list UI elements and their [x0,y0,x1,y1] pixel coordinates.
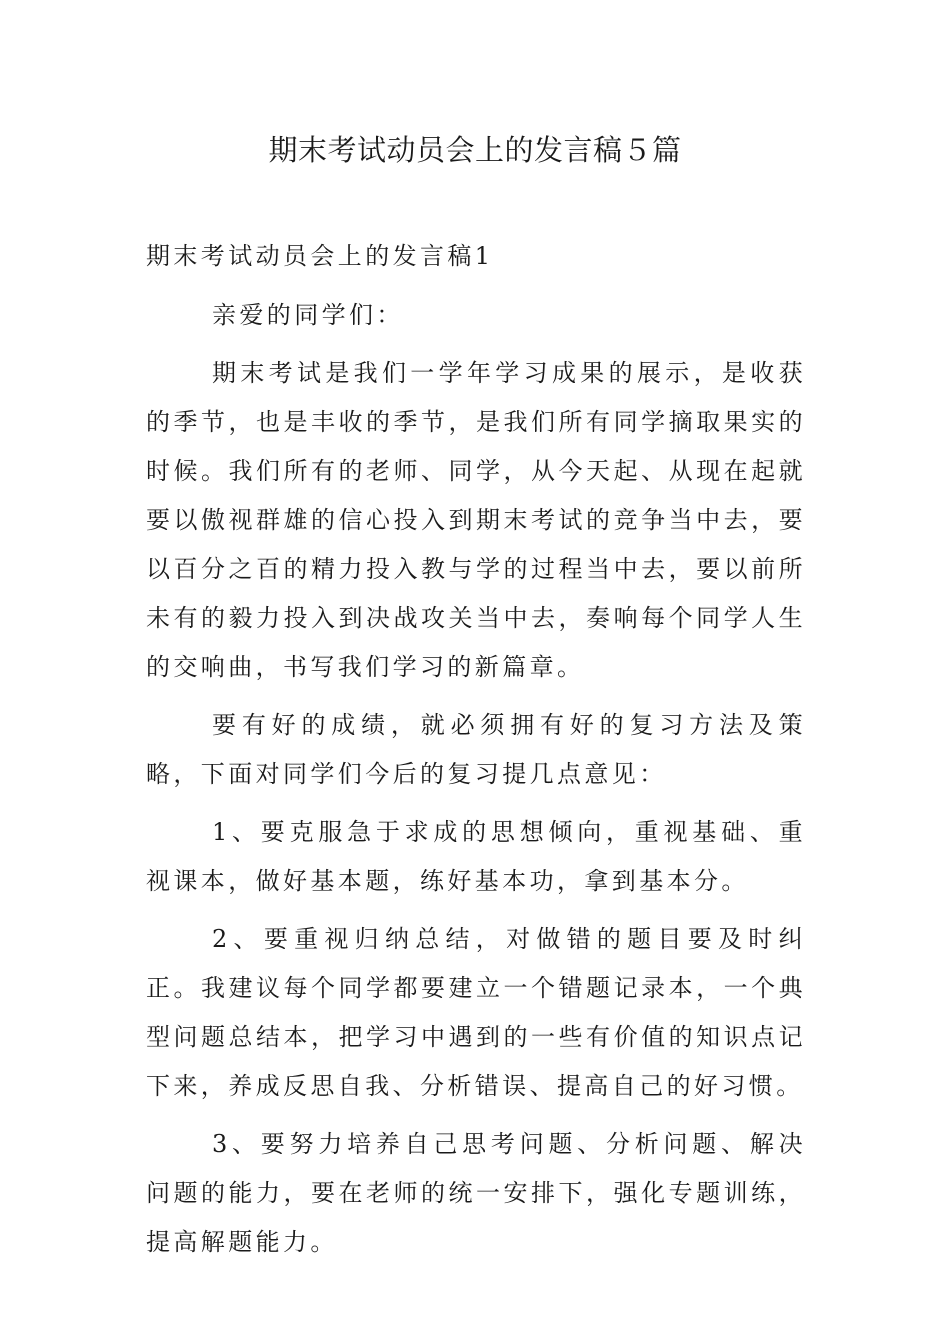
paragraph-point-3: 3、要努力培养自己思考问题、分析问题、解决问题的能力，要在老师的统一安排下，强化专题训练，提高解题能力。 [146,1130,806,1256]
document-body [146,232,806,1267]
paragraph-intro: 期末考试是我们一学年学习成果的展示，是收获的季节，也是丰收的季节，是我们所有同学摘取果实的时候。我们所有的老师、同学，从今天起、从现在起就要以傲视群雄的信心投入到期末考试的竞争当中去，要以百分之百的精力投入教与学的过程当中去，要以前所未有的毅力投入到决战攻关当中去，奏响每个同学人生的交响曲，书写我们学习的新篇章。 [146,359,806,681]
paragraph-methods: 要有好的成绩，就必须拥有好的复习方法及策略，下面对同学们今后的复习提几点意见： [146,711,806,788]
document-title: 期末考试动员会上的发言稿５篇 [268,133,682,167]
salutation: 亲爱的同学们： [212,301,404,329]
section-title: 期末考试动员会上的发言稿1 [146,242,494,270]
paragraph-point-2: 2、要重视归纳总结，对做错的题目要及时纠正。我建议每个同学都要建立一个错题记录本，一个典型问题总结本，把学习中遇到的一些有价值的知识点记下来，养成反思自我、分析错误、提高自己的好习惯。 [146,925,806,1100]
paragraph-point-1: 1、要克服急于求成的思想倾向，重视基础、重视课本，做好基本题，练好基本功，拿到基本分。 [146,818,806,895]
